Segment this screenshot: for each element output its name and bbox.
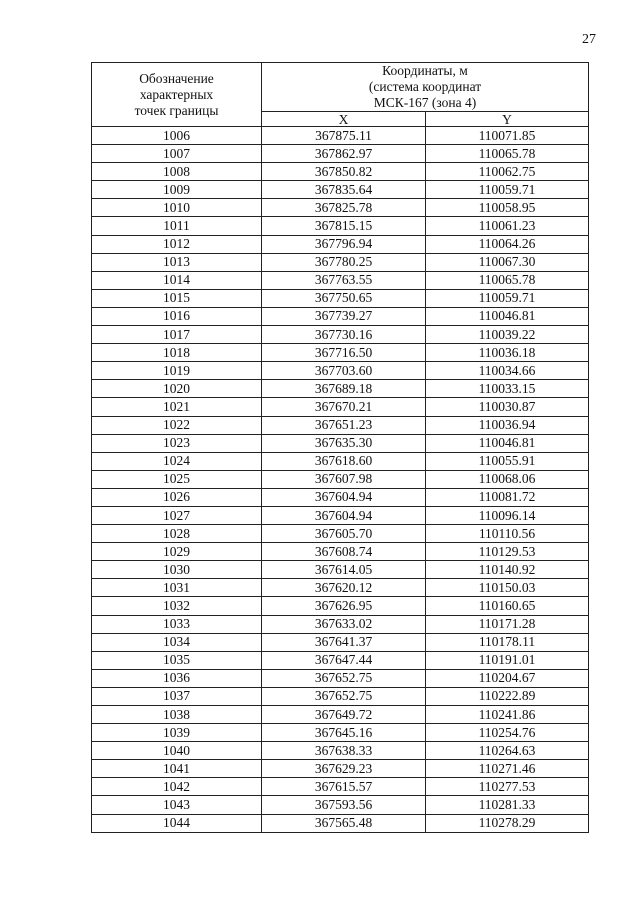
table-row <box>92 199 589 217</box>
table-row <box>92 561 589 579</box>
y-coordinate-cell: 110046.81 <box>426 434 589 452</box>
point-cell: 1042 <box>92 778 262 796</box>
point-header-line-1: Обозначение <box>139 70 214 86</box>
x-coordinate-cell: 367618.60 <box>262 452 426 470</box>
table-row <box>92 687 589 705</box>
coords-header-line-1: Координаты, м <box>382 63 468 78</box>
point-cell: 1010 <box>92 199 262 217</box>
point-cell: 1018 <box>92 344 262 362</box>
x-coordinate-cell: 367716.50 <box>262 344 426 362</box>
y-coordinate-cell: 110171.28 <box>426 615 589 633</box>
x-coordinate-cell: 367604.94 <box>262 488 426 506</box>
table-row <box>92 253 589 271</box>
x-coordinate-cell: 367649.72 <box>262 706 426 724</box>
table-row <box>92 271 589 289</box>
table-row <box>92 127 589 145</box>
point-cell: 1015 <box>92 289 262 307</box>
x-coordinate-cell: 367835.64 <box>262 181 426 199</box>
table-row <box>92 579 589 597</box>
x-coordinate-cell: 367862.97 <box>262 145 426 163</box>
x-coordinate-cell: 367626.95 <box>262 597 426 615</box>
y-coordinate-cell: 110058.95 <box>426 199 589 217</box>
point-cell: 1037 <box>92 687 262 705</box>
y-coordinate-cell: 110055.91 <box>426 452 589 470</box>
y-coordinate-cell: 110204.67 <box>426 669 589 687</box>
point-cell: 1044 <box>92 814 262 832</box>
x-coordinate-cell: 367647.44 <box>262 651 426 669</box>
table-row <box>92 362 589 380</box>
y-coordinate-cell: 110140.92 <box>426 561 589 579</box>
point-cell: 1025 <box>92 470 262 488</box>
x-coordinate-cell: 367641.37 <box>262 633 426 651</box>
table-row <box>92 398 589 416</box>
point-cell: 1021 <box>92 398 262 416</box>
point-cell: 1029 <box>92 543 262 561</box>
table-row <box>92 742 589 760</box>
y-coordinate-cell: 110150.03 <box>426 579 589 597</box>
point-cell: 1011 <box>92 217 262 235</box>
y-coordinate-cell: 110160.65 <box>426 597 589 615</box>
point-cell: 1012 <box>92 235 262 253</box>
x-coordinate-cell: 367604.94 <box>262 506 426 524</box>
x-coordinate-cell: 367565.48 <box>262 814 426 832</box>
table-row <box>92 706 589 724</box>
x-coordinate-cell: 367670.21 <box>262 398 426 416</box>
table-body <box>92 127 589 833</box>
table-row <box>92 543 589 561</box>
table-row <box>92 434 589 452</box>
point-cell: 1019 <box>92 362 262 380</box>
point-cell: 1041 <box>92 760 262 778</box>
coords-header-line-2: (система координат <box>368 79 482 94</box>
table-row <box>92 633 589 651</box>
y-coordinate-cell: 110281.33 <box>426 796 589 814</box>
point-cell: 1031 <box>92 579 262 597</box>
point-cell: 1007 <box>92 145 262 163</box>
x-coordinate-cell: 367593.56 <box>262 796 426 814</box>
table-header <box>92 63 589 127</box>
x-coordinate-cell: 367629.23 <box>262 760 426 778</box>
point-cell: 1038 <box>92 706 262 724</box>
point-cell: 1022 <box>92 416 262 434</box>
table-row <box>92 380 589 398</box>
y-coordinate-cell: 110068.06 <box>426 470 589 488</box>
table-row <box>92 344 589 362</box>
x-coordinate-cell: 367635.30 <box>262 434 426 452</box>
x-coordinate-cell: 367607.98 <box>262 470 426 488</box>
point-cell: 1009 <box>92 181 262 199</box>
point-cell: 1027 <box>92 506 262 524</box>
point-cell: 1039 <box>92 724 262 742</box>
table-row <box>92 470 589 488</box>
y-coordinate-cell: 110110.56 <box>426 525 589 543</box>
y-coordinate-cell: 110030.87 <box>426 398 589 416</box>
point-cell: 1030 <box>92 561 262 579</box>
point-cell: 1032 <box>92 597 262 615</box>
x-coordinate-cell: 367730.16 <box>262 326 426 344</box>
y-coordinate-cell: 110096.14 <box>426 506 589 524</box>
x-coordinate-cell: 367780.25 <box>262 253 426 271</box>
x-coordinate-cell: 367615.57 <box>262 778 426 796</box>
table-row <box>92 181 589 199</box>
x-coordinate-cell: 367638.33 <box>262 742 426 760</box>
table-row <box>92 669 589 687</box>
table-row <box>92 615 589 633</box>
table-row <box>92 814 589 832</box>
point-cell: 1023 <box>92 434 262 452</box>
y-coordinate-cell: 110059.71 <box>426 181 589 199</box>
x-coordinate-cell: 367620.12 <box>262 579 426 597</box>
y-coordinate-cell: 110061.23 <box>426 217 589 235</box>
table-row <box>92 651 589 669</box>
x-coordinate-cell: 367645.16 <box>262 724 426 742</box>
table-row <box>92 416 589 434</box>
x-coordinate-cell: 367608.74 <box>262 543 426 561</box>
point-cell: 1040 <box>92 742 262 760</box>
table-row <box>92 724 589 742</box>
coordinates-table <box>91 62 589 833</box>
x-coordinate-cell: 367825.78 <box>262 199 426 217</box>
page-number: 27 <box>582 32 596 47</box>
y-coordinate-cell: 110178.11 <box>426 633 589 651</box>
table-row <box>92 217 589 235</box>
x-coordinate-cell: 367815.15 <box>262 217 426 235</box>
y-coordinate-cell: 110081.72 <box>426 488 589 506</box>
x-coordinate-cell: 367689.18 <box>262 380 426 398</box>
y-coordinate-cell: 110059.71 <box>426 289 589 307</box>
point-cell: 1036 <box>92 669 262 687</box>
y-coordinate-cell: 110277.53 <box>426 778 589 796</box>
coords-header-line-3: МСК-167 (зона 4) <box>373 95 477 110</box>
x-coordinate-cell: 367875.11 <box>262 127 426 145</box>
y-coordinate-cell: 110065.78 <box>426 271 589 289</box>
y-coordinate-cell: 110241.86 <box>426 706 589 724</box>
point-cell: 1017 <box>92 326 262 344</box>
x-coordinate-cell: 367614.05 <box>262 561 426 579</box>
point-header-line-3: точек границы <box>134 102 219 118</box>
y-coordinate-cell: 110278.29 <box>426 814 589 832</box>
x-coordinate-cell: 367652.75 <box>262 669 426 687</box>
y-coordinate-cell: 110271.46 <box>426 760 589 778</box>
y-coordinate-cell: 110039.22 <box>426 326 589 344</box>
y-coordinate-cell: 110036.94 <box>426 416 589 434</box>
y-coordinate-cell: 110034.66 <box>426 362 589 380</box>
x-coordinate-cell: 367652.75 <box>262 687 426 705</box>
x-coordinate-cell: 367633.02 <box>262 615 426 633</box>
y-coordinate-cell: 110064.26 <box>426 235 589 253</box>
y-coordinate-cell: 110036.18 <box>426 344 589 362</box>
x-coordinate-cell: 367850.82 <box>262 163 426 181</box>
table-row <box>92 235 589 253</box>
x-column-header: X <box>262 112 426 127</box>
table-row <box>92 163 589 181</box>
y-coordinate-cell: 110062.75 <box>426 163 589 181</box>
y-coordinate-cell: 110067.30 <box>426 253 589 271</box>
table-row <box>92 796 589 814</box>
x-coordinate-cell: 367703.60 <box>262 362 426 380</box>
y-coordinate-cell: 110254.76 <box>426 724 589 742</box>
y-coordinate-cell: 110222.89 <box>426 687 589 705</box>
x-coordinate-cell: 367763.55 <box>262 271 426 289</box>
table-row <box>92 760 589 778</box>
table-row <box>92 597 589 615</box>
x-coordinate-cell: 367796.94 <box>262 235 426 253</box>
table-row <box>92 289 589 307</box>
x-coordinate-cell: 367605.70 <box>262 525 426 543</box>
y-coordinate-cell: 110046.81 <box>426 307 589 325</box>
point-cell: 1028 <box>92 525 262 543</box>
x-coordinate-cell: 367739.27 <box>262 307 426 325</box>
x-coordinate-cell: 367651.23 <box>262 416 426 434</box>
y-coordinate-cell: 110191.01 <box>426 651 589 669</box>
table-row <box>92 452 589 470</box>
y-coordinate-cell: 110129.53 <box>426 543 589 561</box>
table-row <box>92 145 589 163</box>
point-cell: 1026 <box>92 488 262 506</box>
point-cell: 1035 <box>92 651 262 669</box>
point-cell: 1006 <box>92 127 262 145</box>
point-header-line-2: характерных <box>139 86 214 102</box>
point-cell: 1016 <box>92 307 262 325</box>
point-column-header <box>92 63 262 127</box>
x-coordinate-cell: 367750.65 <box>262 289 426 307</box>
table-row <box>92 488 589 506</box>
table-row <box>92 307 589 325</box>
point-cell: 1024 <box>92 452 262 470</box>
point-cell: 1013 <box>92 253 262 271</box>
table-row <box>92 506 589 524</box>
point-cell: 1033 <box>92 615 262 633</box>
y-coordinate-cell: 110065.78 <box>426 145 589 163</box>
y-coordinate-cell: 110071.85 <box>426 127 589 145</box>
coordinates-column-header <box>262 63 589 112</box>
y-coordinate-cell: 110264.63 <box>426 742 589 760</box>
y-column-header: Y <box>426 112 589 127</box>
table-row <box>92 778 589 796</box>
table-row <box>92 525 589 543</box>
point-cell: 1043 <box>92 796 262 814</box>
point-cell: 1020 <box>92 380 262 398</box>
point-cell: 1014 <box>92 271 262 289</box>
y-coordinate-cell: 110033.15 <box>426 380 589 398</box>
point-cell: 1008 <box>92 163 262 181</box>
point-cell: 1034 <box>92 633 262 651</box>
table-row <box>92 326 589 344</box>
